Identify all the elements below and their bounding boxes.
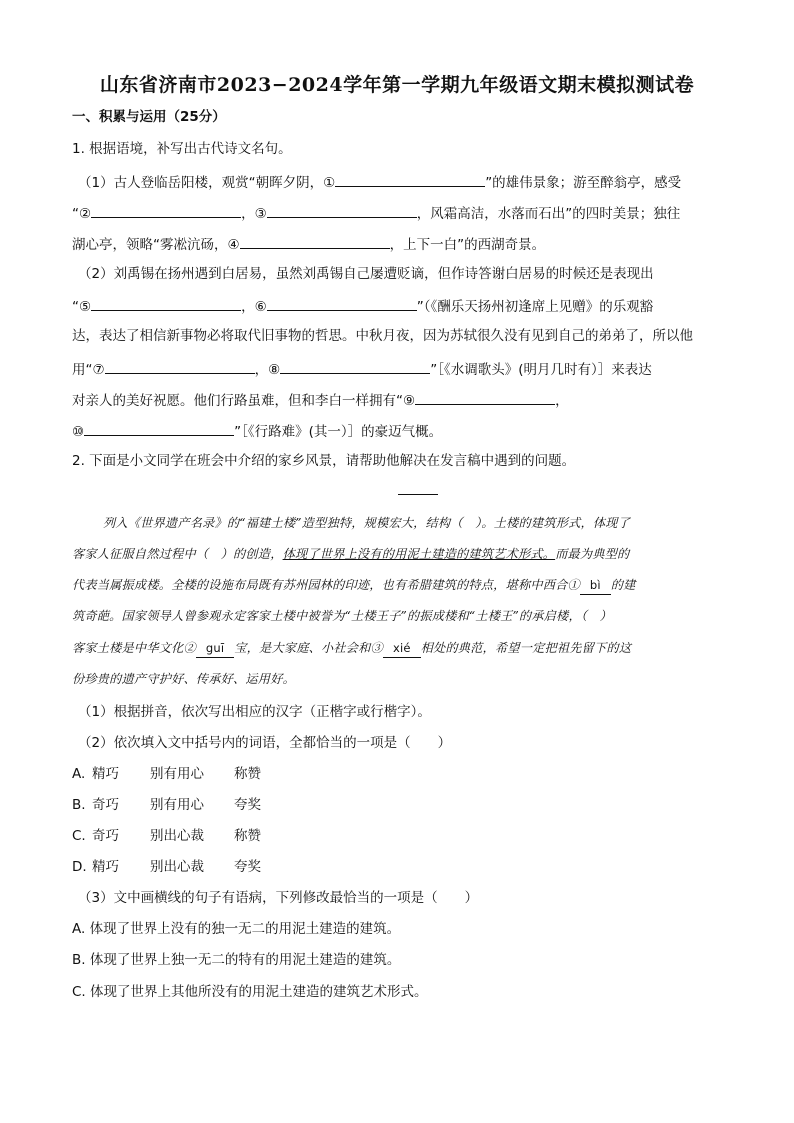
passage-title-blank [398, 494, 438, 495]
section-heading: 一、积累与运用（25分） [72, 109, 226, 125]
text: ，上下一白”的西湖奇景。 [389, 237, 546, 253]
text: ③ [370, 641, 383, 655]
text: ，③ [241, 206, 267, 222]
text: “⑤ [72, 299, 92, 315]
text: 客家人征服自然过程中（ ）的创造， [72, 547, 283, 561]
option-word: 夸奖 [234, 797, 261, 813]
q1-part2-line6 [72, 421, 442, 441]
text: 代表当属振成楼。全楼的设施布局既有苏州园林的印迹，也有希腊建筑的特点，堪称中西合 [72, 578, 568, 592]
text: 湖心亭，领略“雾凇沆砀，④ [72, 237, 240, 253]
text: ① [567, 578, 580, 592]
page-title: 山东省济南市2023−2024学年第一学期九年级语文期末模拟测试卷 [99, 74, 695, 96]
option-word: 奇巧 [92, 797, 119, 813]
sub-question-3: （3）文中画横线的句子有语病，下列修改最恰当的一项是（ ） [78, 890, 479, 906]
passage-line-2 [72, 545, 629, 563]
text: ，⑥ [241, 299, 267, 315]
option-word: 称赞 [234, 828, 261, 844]
q1-part2-line4 [72, 359, 652, 379]
passage-line-5 [72, 639, 631, 658]
sub-question-1: （1）根据拼音，依次写出相应的汉字（正楷字或行楷字）。 [78, 704, 431, 720]
text: ，风霜高洁，水落而石出”的四时美景；独往 [416, 206, 681, 222]
question-2-stem: 2. 下面是小文同学在班会中介绍的家乡风景，请帮助他解决在发言稿中遇到的问题。 [72, 453, 576, 469]
q1-part1-line2 [72, 203, 680, 223]
option3-b[interactable]: B. 体现了世界上独一无二的特有的用泥土建造的建筑。 [72, 952, 401, 968]
text: 而最为典型的 [555, 547, 630, 561]
passage-line-6: 份珍贵的遗产守护好、传承好、运用好。 [72, 672, 295, 686]
answer-blank-6[interactable] [267, 296, 417, 311]
option-a[interactable] [72, 765, 261, 783]
option-word: 奇巧 [92, 828, 119, 844]
q1-part2-line3: 达，表达了相信新事物必将取代旧事物的哲思。中秋月夜，因为苏轼很久没有见到自己的弟弟了，所以他 [72, 328, 693, 344]
text: ， [555, 393, 569, 409]
option-word: 别有用心 [150, 797, 204, 813]
text: “② [72, 206, 92, 222]
question-1-stem: 1. 根据语境，补写出古代诗文名句。 [72, 141, 292, 157]
answer-blank-3[interactable] [267, 203, 417, 218]
option-c[interactable] [72, 827, 261, 845]
option-word: 别出心裁 [150, 859, 204, 875]
option-word: 精巧 [92, 766, 119, 782]
q1-part2-line2 [72, 296, 653, 316]
answer-blank-5[interactable] [91, 296, 241, 311]
text: （1）古人登临岳阳楼，观赏“朝晖夕阴，① [78, 175, 336, 191]
text: ”［《水调歌头》(明月几时有）］来表达 [430, 362, 652, 378]
q1-part1-line3 [72, 234, 545, 254]
option-label: D. [72, 859, 87, 875]
answer-blank-9[interactable] [415, 390, 555, 405]
text: ，⑧ [254, 362, 281, 378]
pinyin-blank-2[interactable]: guī [196, 639, 234, 658]
text: ”［《行路难》(其一）］的豪迈气概。 [234, 424, 443, 440]
text: ”的雄伟景象；游至醉翁亭，感受 [485, 175, 682, 191]
text: 宝，是大家庭、小社会和 [234, 641, 371, 655]
text: ② [183, 641, 196, 655]
text: ⑩ [72, 424, 85, 440]
option-label: B. [72, 797, 86, 813]
text: ”（《酬乐天扬州初逢席上见赠》的乐观豁 [416, 299, 654, 315]
q1-part2-line5 [72, 390, 569, 410]
passage-line-1: 列入《世界遗产名录》的“福建土楼”造型独特，规模宏大，结构（ ）。土楼的建筑形式，体现了 [103, 516, 631, 530]
option-word: 精巧 [92, 859, 119, 875]
passage-line-4: 筑奇葩。国家领导人曾参观永定客家土楼中被誉为“土楼王子”的振成楼和“土楼王”的承启楼，（ ） [72, 609, 612, 623]
answer-blank-8[interactable] [280, 359, 430, 374]
option-d[interactable] [72, 858, 261, 876]
option-label: C. [72, 828, 86, 844]
answer-blank-2[interactable] [91, 203, 241, 218]
answer-blank-4[interactable] [240, 234, 390, 249]
pinyin-blank-1[interactable]: bì [580, 576, 611, 595]
option-label: A. [72, 766, 86, 782]
passage-line-3 [72, 576, 636, 595]
text: 客家土楼是中华文化 [72, 641, 184, 655]
option-word: 夸奖 [234, 859, 261, 875]
answer-blank-1[interactable] [335, 172, 485, 187]
text: 的建 [610, 578, 636, 592]
text: 对亲人的美好祝愿。他们行路虽难，但和李白一样拥有“⑨ [72, 393, 416, 409]
text: 用“⑦ [72, 362, 105, 378]
option-word: 别出心裁 [150, 828, 204, 844]
underlined-sentence: 体现了世界上没有的用泥土建造的建筑艺术形式。 [282, 547, 556, 561]
pinyin-blank-3[interactable]: xié [383, 639, 421, 658]
sub-question-2: （2）依次填入文中括号内的词语，全都恰当的一项是（ ） [78, 735, 452, 751]
text: 相处的典范，希望一定把祖先留下的这 [420, 641, 632, 655]
q1-part2-line1: （2）刘禹锡在扬州遇到白居易，虽然刘禹锡自己屡遭贬谪，但作诗答谢白居易的时候还是表现出 [78, 266, 654, 282]
option-word: 称赞 [234, 766, 261, 782]
option3-a[interactable]: A. 体现了世界上没有的独一无二的用泥土建造的建筑。 [72, 921, 401, 937]
option3-c[interactable]: C. 体现了世界上其他所没有的用泥土建造的建筑艺术形式。 [72, 984, 428, 1000]
answer-blank-7[interactable] [105, 359, 255, 374]
option-word: 别有用心 [150, 766, 204, 782]
q1-part1-line1 [78, 172, 681, 192]
option-b[interactable] [72, 796, 261, 814]
answer-blank-10[interactable] [84, 421, 234, 436]
